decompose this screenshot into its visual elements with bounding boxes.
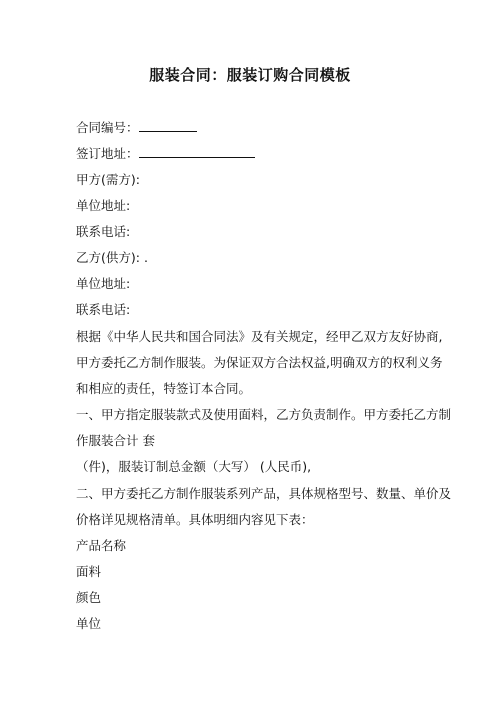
party-b-address-label: 单位地址:: [76, 276, 131, 291]
sign-place-blank: [139, 145, 255, 158]
clause-one-line-2: 作服装合计 套: [76, 433, 155, 448]
document-title: 服装合同：服装订购合同模板: [149, 66, 351, 84]
table-item-product-name: 产品名称: [76, 538, 127, 553]
sign-place-line: [76, 145, 255, 162]
party-a-label: 甲方(需方):: [76, 172, 140, 187]
party-b-label: 乙方(供方): .: [76, 250, 148, 265]
table-item-unit: 单位: [76, 616, 102, 631]
contract-number-blank: [139, 119, 197, 132]
contract-number-line: [76, 119, 197, 136]
intro-paragraph-line-3: 和相应的责任，特签订本合同。: [76, 381, 252, 396]
intro-paragraph-line-1: 根据《中华人民共和国合同法》及有关规定，经甲乙双方友好协商,: [76, 329, 443, 344]
sign-place-label: 签订地址：: [76, 146, 139, 161]
party-a-address-label: 单位地址:: [76, 198, 131, 213]
contract-number-label: 合同编号：: [76, 120, 139, 135]
clause-two-line-1: 二、甲方委托乙方制作服装系列产品，具体规格型号、数量、单价及: [76, 486, 452, 501]
party-a-phone-label: 联系电话:: [76, 224, 131, 239]
clause-two-line-2: 价格详见规格清单。具体明细内容见下表：: [76, 512, 314, 527]
clause-one-line-3: （件)，服装订制总金额（大写） (人民币),: [76, 459, 312, 474]
table-item-color: 颜色: [76, 590, 102, 605]
intro-paragraph-line-2: 甲方委托乙方制作服装。为保证双方合法权益,明确双方的权利义务: [76, 355, 443, 370]
party-b-phone-label: 联系电话:: [76, 302, 131, 317]
table-item-fabric: 面料: [76, 564, 102, 579]
clause-one-line-1: 一、甲方指定服装款式及使用面料，乙方负责制作。甲方委托乙方制: [76, 407, 452, 422]
